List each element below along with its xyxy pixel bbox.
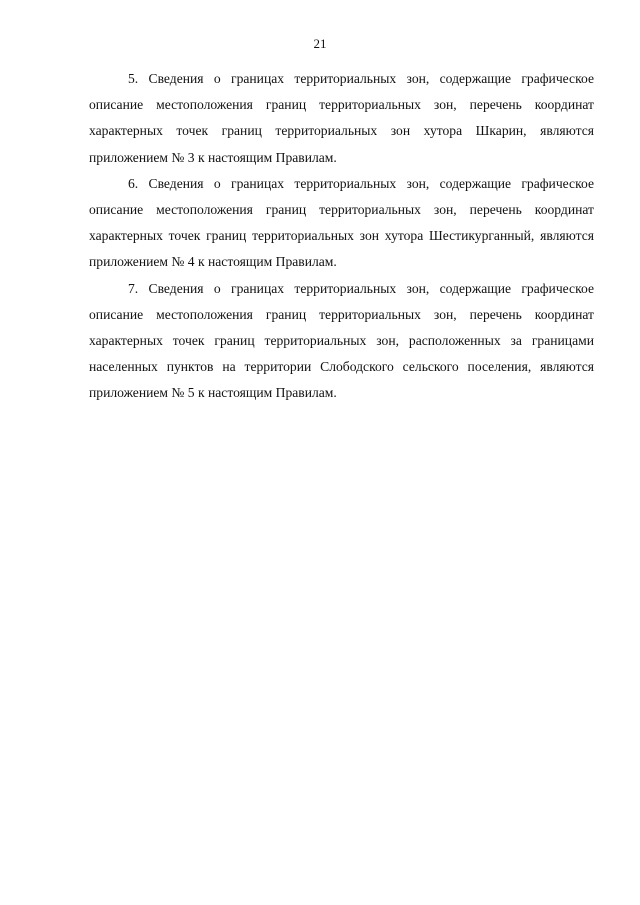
page-number: 21 <box>313 36 327 51</box>
paragraph-item-5: 5. Сведения о границах территориальных зон, содержащие графическое описание местоположения границ территориальных зон, перечень координат характерных точек границ территориальных зон хутора Шкарин, являются приложением № 3 к настоящим Правилам. <box>89 71 594 165</box>
document-body <box>89 66 594 407</box>
paragraph-item-6: 6. Сведения о границах территориальных зон, содержащие графическое описание местоположения границ территориальных зон, перечень координат характерных точек границ территориальных зон хутора Шестикурганный, являются приложением № 4 к настоящим Правилам. <box>89 175 594 270</box>
paragraph-item-7: 7. Сведения о границах территориальных зон, содержащие графическое описание местоположения границ территориальных зон, перечень координат характерных точек границ территориальных зон, расположенных за границами населенных пунктов на территории Слободского сельского поселения, являются приложением № 5 к настоящим Правилам. <box>89 280 594 401</box>
